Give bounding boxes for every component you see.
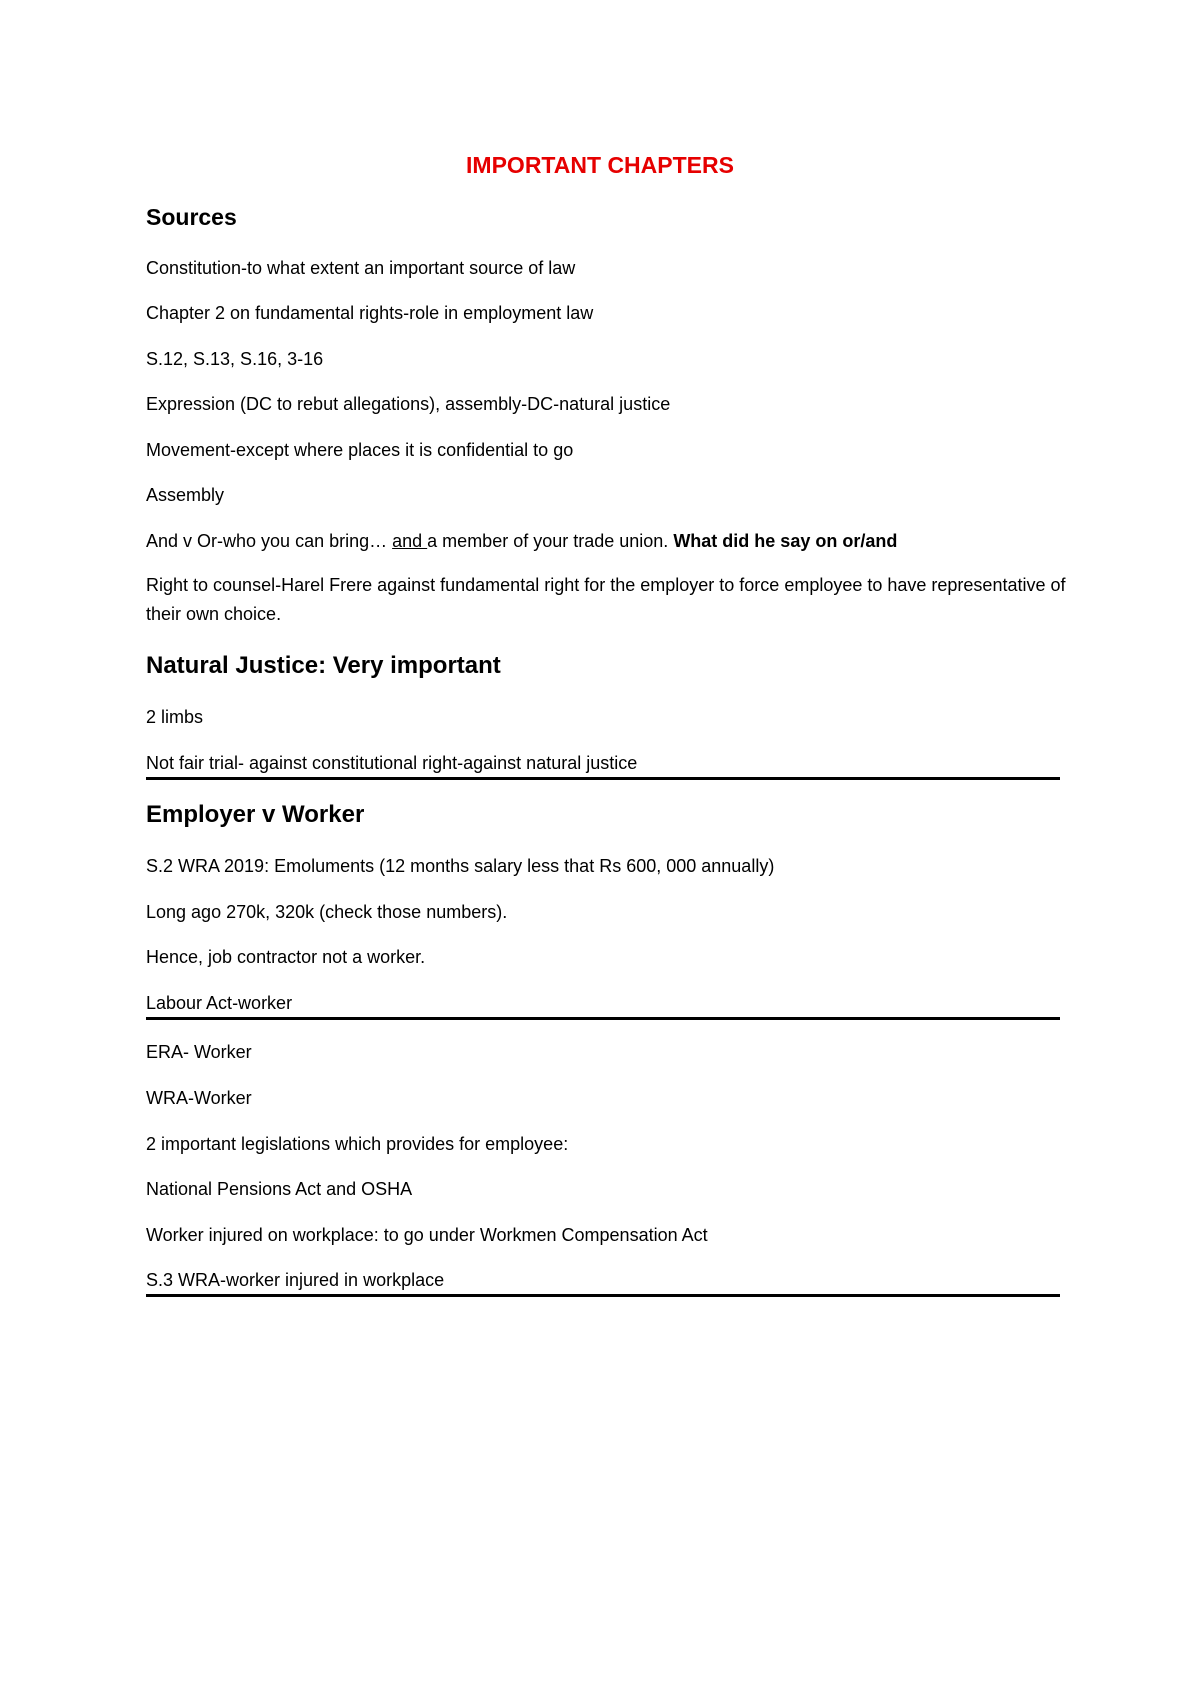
and-or-underlined: and xyxy=(392,531,428,551)
employer-worker-line-8: National Pensions Act and OSHA xyxy=(146,1179,413,1199)
employer-worker-line-1: S.2 WRA 2019: Emoluments (12 months salary less that Rs 600, 000 annually) xyxy=(146,856,775,876)
natural-justice-heading: Natural Justice: Very important xyxy=(146,652,501,679)
sources-line-3: S.12, S.13, S.16, 3-16 xyxy=(146,349,324,369)
sources-line-2: Chapter 2 on fundamental rights-role in employment law xyxy=(146,303,594,323)
counsel-paragraph: Right to counsel-Harel Frere against fundamental right for the employer to force employee to have representative of their own choice. xyxy=(146,575,1066,624)
sources-line-6: Assembly xyxy=(146,485,225,505)
sources-heading: Sources xyxy=(146,204,237,230)
and-or-bold-question: What did he say on or/and xyxy=(673,531,898,551)
employer-worker-line-10: S.3 WRA-worker injured in workplace xyxy=(146,1270,445,1290)
horizontal-rule xyxy=(146,1294,1060,1297)
sources-line-4: Expression (DC to rebut allegations), assembly-DC-natural justice xyxy=(146,394,671,414)
employer-worker-line-9: Worker injured on workplace: to go under Workmen Compensation Act xyxy=(146,1225,708,1245)
employer-worker-line-4: Labour Act-worker xyxy=(146,993,293,1013)
document-title: IMPORTANT CHAPTERS xyxy=(466,152,734,178)
horizontal-rule xyxy=(146,777,1060,780)
employer-worker-line-2: Long ago 270k, 320k (check those numbers). xyxy=(146,902,508,922)
employer-worker-heading: Employer v Worker xyxy=(146,801,365,828)
natural-justice-line-2: Not fair trial- against constitutional right-against natural justice xyxy=(146,753,638,773)
and-or-text-1: And v Or-who you can bring… xyxy=(146,531,393,551)
sources-line-5: Movement-except where places it is confidential to go xyxy=(146,440,574,460)
horizontal-rule xyxy=(146,1017,1060,1020)
employer-worker-line-3: Hence, job contractor not a worker. xyxy=(146,947,426,967)
employer-worker-line-5: ERA- Worker xyxy=(146,1042,252,1062)
and-or-text-2: a member of your trade union. xyxy=(427,531,674,551)
and-or-line xyxy=(146,528,897,554)
natural-justice-line-1: 2 limbs xyxy=(146,707,204,727)
sources-line-1: Constitution-to what extent an important source of law xyxy=(146,258,576,278)
employer-worker-line-7: 2 important legislations which provides for employee: xyxy=(146,1134,569,1154)
employer-worker-line-6: WRA-Worker xyxy=(146,1088,252,1108)
